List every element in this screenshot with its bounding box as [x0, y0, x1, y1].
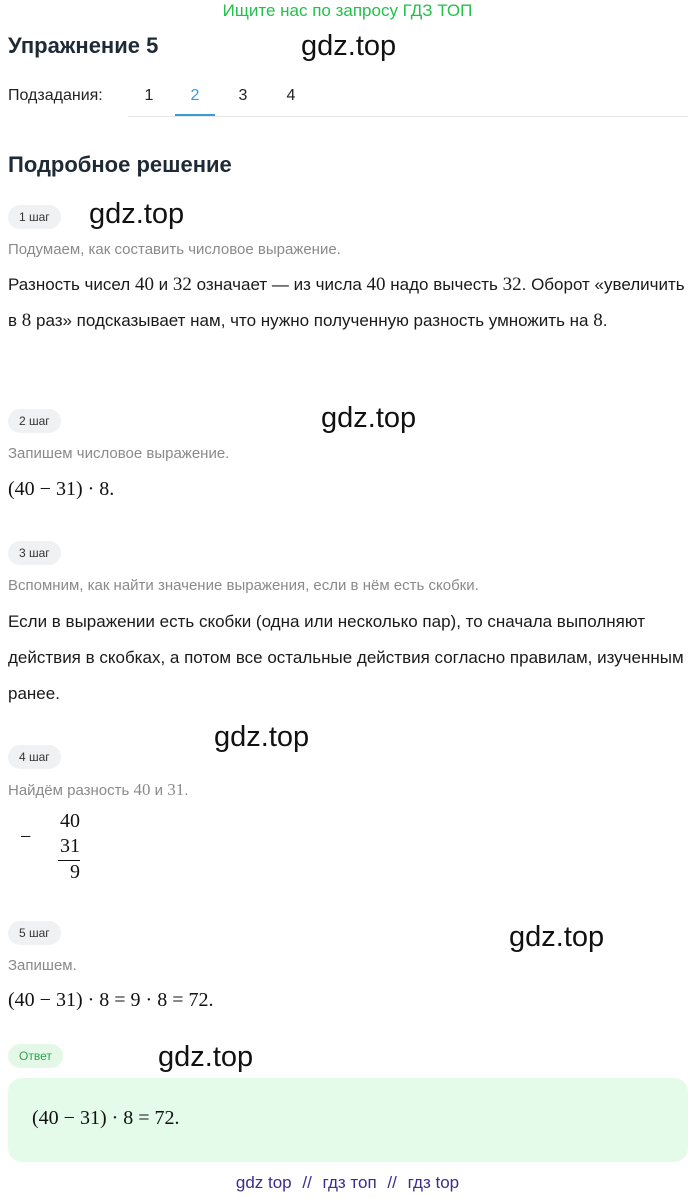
solution-heading: Подробное решение	[8, 152, 232, 177]
footer-link[interactable]: гдз top	[407, 1173, 460, 1192]
subtrahend: 31	[60, 835, 80, 857]
subtask-tab-1[interactable]: 1	[144, 87, 154, 104]
step-2-badge: 2 шаг	[8, 409, 61, 433]
step-4-badge: 4 шаг	[8, 745, 61, 769]
step-5-hint: Запишем.	[8, 957, 77, 974]
active-tab-indicator	[175, 114, 215, 116]
subtask-tab-3[interactable]: 3	[238, 87, 248, 104]
step-2-expression: (40 − 31) · 8.	[8, 478, 115, 500]
watermark: gdz.top	[321, 402, 417, 434]
step-5-badge: 5 шаг	[8, 921, 61, 945]
answer-badge: Ответ	[8, 1044, 63, 1068]
step-1-text: Разность чисел 40 и 32 означает — из числа 40 надо вычесть 32. Оборот «увеличить в 8 раз» подсказывает нам, что нужно полученную разность умножить на 8.	[8, 274, 685, 331]
step-2-hint: Запишем числовое выражение.	[8, 445, 230, 462]
watermark: gdz.top	[89, 198, 185, 230]
step-5-expression: (40 − 31) · 8 = 9 · 8 = 72.	[8, 989, 214, 1011]
column-subtraction	[20, 810, 90, 885]
watermark: gdz.top	[214, 721, 310, 753]
watermark: gdz.top	[509, 921, 605, 953]
page-title: Упражнение 5	[8, 33, 159, 58]
minuend: 40	[60, 810, 80, 832]
step-4-hint: Найдём разность 40 и 31.	[8, 780, 189, 799]
subtasks-label: Подзадания:	[8, 87, 103, 104]
step-3-badge: 3 шаг	[8, 541, 61, 565]
footer-link[interactable]: gdz top	[235, 1173, 292, 1192]
watermark: gdz.top	[301, 30, 397, 62]
step-3-hint: Вспомним, как найти значение выражения, если в нём есть скобки.	[8, 577, 479, 594]
minus-sign: −	[20, 826, 32, 848]
footer-separator: //	[387, 1173, 397, 1192]
footer-links	[0, 1173, 695, 1193]
search-banner: Ищите нас по запросу ГДЗ ТОП	[222, 1, 473, 20]
difference: 9	[70, 861, 80, 883]
footer-link[interactable]: гдз топ	[322, 1173, 377, 1192]
step-3-text: Если в выражении есть скобки (одна или несколько пар), то сначала выполняют действия в скобках, а потом все остальные действия согласно правилам, изученным ранее.	[8, 612, 684, 703]
watermark: gdz.top	[158, 1041, 254, 1073]
step-1-badge: 1 шаг	[8, 205, 61, 229]
step-1-hint: Подумаем, как составить числовое выражение.	[8, 241, 341, 258]
subtask-tab-4[interactable]: 4	[286, 87, 296, 104]
footer-separator: //	[302, 1173, 312, 1192]
subtask-tab-2[interactable]: 2	[190, 87, 200, 104]
subtasks-divider	[128, 116, 688, 117]
answer-expression: (40 − 31) · 8 = 72.	[32, 1107, 180, 1129]
